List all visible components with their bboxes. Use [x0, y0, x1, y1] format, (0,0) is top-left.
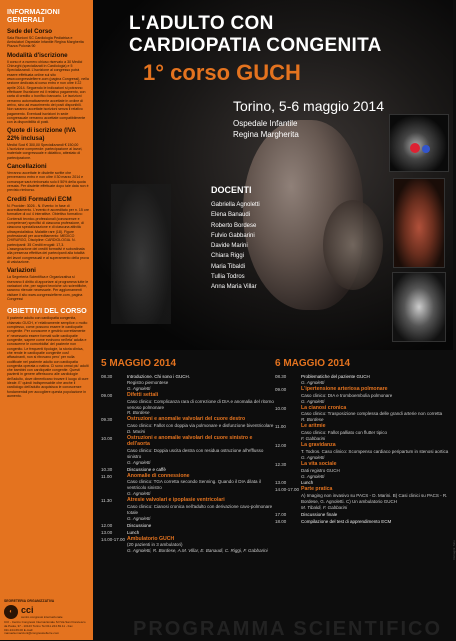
program-content	[301, 443, 450, 461]
heart-3d-shadow	[323, 200, 383, 290]
info-section-heading: Sede del Corso	[7, 27, 53, 35]
program-title: La cianosi cronica	[301, 404, 347, 411]
image-credit: Immagini: Sirio	[452, 540, 456, 560]
program-time: 11.30	[101, 498, 112, 504]
program-time: 08.30	[275, 374, 287, 379]
program-content	[127, 393, 276, 417]
objectives-title: OBIETTIVI DEL CORSO	[7, 306, 87, 316]
program-content	[301, 406, 450, 424]
program-content	[127, 498, 276, 522]
program-time: 17.00	[275, 511, 287, 517]
program-title: Compilazione del test di apprendimento ECM	[301, 518, 392, 524]
day-1-rows	[101, 374, 276, 554]
docenti-list	[211, 200, 260, 293]
day-1-schedule	[101, 358, 276, 555]
program-time: 13.00	[101, 529, 113, 535]
program-time: 09.00	[275, 386, 287, 392]
day-2-title: 6 MAGGIO 2014	[275, 358, 351, 369]
program-title: Lunch	[127, 529, 140, 535]
venue-line-1: Ospedale Infantile	[233, 119, 298, 128]
program-title: Problematiche del paziente GUCH	[301, 374, 370, 379]
info-section-body: Sala Riunioni SC Cardiologia Pediatrica e Ambulatori Ospedale Infantile Regina Margherita Piazza Polonia 90	[7, 35, 84, 49]
program-time: 10.00	[275, 405, 287, 411]
program-row	[101, 474, 276, 498]
course-title: 1° corso GUCH	[143, 60, 301, 85]
sidebar	[0, 0, 93, 640]
program-row	[101, 417, 276, 435]
program-content	[127, 537, 276, 555]
program-title: Discussione e caffè	[127, 466, 166, 472]
program-row	[275, 462, 450, 480]
program-content	[301, 519, 450, 525]
program-row	[101, 374, 276, 392]
program-content	[127, 523, 276, 529]
docente-name: Gabriella Agnoletti	[211, 202, 260, 208]
city-date: Torino, 5-6 maggio 2014	[233, 98, 384, 114]
program-speaker: R. Bordese	[127, 410, 150, 416]
info-title: INFORMAZIONI GENERALI	[7, 7, 60, 25]
program-content	[127, 467, 276, 473]
program-row	[275, 374, 450, 386]
program-content	[127, 530, 276, 536]
program-row	[275, 519, 450, 525]
program-row	[275, 424, 450, 442]
doppler-red-spot	[410, 143, 420, 153]
program-time: 12.30	[275, 461, 287, 467]
program-time: 10.00	[101, 436, 113, 442]
program-title: Difetti settali	[127, 391, 159, 398]
program-time: 12.00	[101, 522, 113, 528]
program-row	[275, 387, 450, 405]
cci-logo-icon: ◐	[4, 605, 18, 619]
program-speaker: G. Agnoletti	[127, 385, 151, 391]
docente-name: Maria Tibaldi	[211, 263, 246, 270]
program-title: Ostruzioni e anomalie valvolari del cuore sinistro e dell'aorta	[127, 435, 253, 447]
program-speaker: F. Gabbarini	[301, 436, 326, 442]
program-subtitle: Caso clinico: DIA e tromboembolia polmonare	[301, 392, 393, 398]
program-content	[127, 417, 276, 435]
program-time: 18.00	[275, 518, 287, 524]
organizer-address: CCI - Centro Congressi Internazionale Srl Via San Francesco da Paola, 37 - 10123 Torino Tel 011.244.69.11 - Fax 011.244.69.00 E-mail: manuela.maccioni@congressiefierre.com	[4, 620, 86, 636]
program-subtitle: Caso clinico: Cianosi cronica nell'adulto con derivazione cavo-polmonare totale	[127, 504, 273, 515]
program-speaker: G. Agnoletti	[301, 379, 325, 385]
program-title: Le aritmie	[301, 423, 326, 430]
venue-line-2: Regina Margherita	[233, 130, 299, 139]
program-speaker: G. Agnoletti	[127, 491, 151, 497]
day-2-rows	[275, 374, 450, 525]
program-title: Ostruzioni e anomalie valvolari del cuore destro	[127, 416, 246, 423]
program-title: Ambulatorio GUCH	[127, 535, 175, 542]
organizer-label: SEGRETERIA ORGANIZZATIVA	[4, 599, 55, 603]
docente-name: Tullia Todros	[211, 274, 245, 281]
program-subtitle: Caso clinico: Fallot con doppia via polmonare e disfunzione biventricolare	[127, 423, 274, 429]
program-speaker: G. Agnoletti	[301, 398, 325, 404]
chest-xray-image	[111, 184, 171, 324]
echo-color-image	[389, 114, 449, 172]
program-title: Atresie valvolari e ipoplasie ventricolari	[127, 497, 225, 504]
cci-mark: cci	[21, 605, 34, 615]
program-speaker: M. Tibaldi, F. Gabbarini	[301, 505, 348, 511]
program-content	[127, 436, 276, 466]
program-title: Anomalie di connessione	[127, 472, 190, 479]
info-section-heading: Quote di iscrizione (IVA 22% inclusa)	[7, 127, 76, 142]
program-speaker: G. Agnoletti	[301, 473, 325, 479]
program-title: Discussione finale	[301, 511, 338, 517]
docente-name: Chiara Riggi	[211, 253, 245, 260]
info-section-body: Il corso è a numero chiuso riservato a 30 Medici Chirurghi (specializzati in Cardiologia) e 5 Specializzandi. L'iscrizione al congresso potrà essere effettuata online sul sito www.congressiefierre.com (pagina Congressi), nella sezione dedicata al corso entro e non oltre il 22 aprile 2014. Seguendo le indicazioni si potranno effettuare l'iscrizione ed il relativo pagamento, con carta di credito o bonifico bancario. Le iscrizioni verranno automaticamente accettate in ordine di arrivo, sino ad esaurimento dei posti disponibili. Non saranno accettate iscrizioni senza il relativo pagamento. Eventuali iscrizioni in sede congressuale verranno accettate compatibilmente con la disponibilità di posti.	[7, 59, 89, 125]
program-row	[101, 523, 276, 529]
program-row	[101, 537, 276, 555]
program-row	[101, 498, 276, 522]
info-section-body: N. Provider: 3026 - N. Evento: in fase di accreditamento. L'evento è accreditato per n. 15 ore formative di cui 4 interattive. Obiettivo formativo: Contenuti tecnico-professionali (conoscenze e competenze) specifici di ciascuna professione, di ciascuna specializzazione e di ciascuna attività ultraspecialistica. Malattie rare (18). Figure professionali per accreditamento: MEDICO CHIRURGO, Discipline: CARDIOLOGIA. N. partecipanti: 35 Crediti erogati: 17,3. L'assegnazione dei crediti formativi è subordinata alla presenza effettiva dei partecipanti alla totalità dei lavori congressuali e al superamento della prova di valutazione.	[7, 203, 89, 264]
program-subtitle: (20 pazienti in 3 ambulatori)	[127, 542, 183, 548]
program-speaker: G. Agnoletti	[127, 515, 151, 521]
program-content	[301, 462, 450, 480]
program-time: 10.30	[101, 466, 113, 472]
info-sections	[7, 28, 89, 302]
info-section-heading: Crediti Formativi ECM	[7, 195, 72, 203]
program-time: 11.00	[275, 424, 286, 430]
docente-name: Davide Marini	[211, 243, 248, 250]
program-speaker: D. Marini	[127, 429, 146, 435]
program-time: 09.00	[101, 392, 113, 398]
program-subtitle: Caso clinico: Doppia uscita destra con residua ostruzione all'efflusso sinistro	[127, 447, 264, 459]
docenti-title: DOCENTI	[211, 185, 252, 195]
organizer-logo	[4, 599, 89, 636]
doppler-blue-spot	[422, 145, 430, 153]
program-speaker: R. Bordese	[301, 417, 324, 423]
objectives	[7, 307, 89, 398]
program-title: L'ipertensione arteriosa polmonare	[301, 385, 388, 392]
program-content	[301, 487, 450, 511]
day-2-schedule	[275, 358, 450, 526]
program-row	[275, 406, 450, 424]
program-row	[275, 512, 450, 518]
day-1-title: 5 MAGGIO 2014	[101, 358, 177, 369]
program-row	[101, 467, 276, 473]
program-time: 09.30	[101, 417, 113, 423]
program-subtitle: Caso clinico: Fallot palliato con flutter tipico	[301, 430, 388, 436]
program-content	[301, 387, 450, 405]
program-subtitle: A) Imaging non invasivo su PACS - D. Marini. B) Casi clinici su PACS - R. Bordese, G. Agnoletti. C) Un ambulatorio GUCH	[301, 493, 448, 505]
program-speaker: G. Agnoletti	[127, 459, 151, 465]
docente-name: Roberto Bordese	[211, 222, 257, 229]
program-speaker: G. Agnoletti, R. Bordese, A.M. Villar, E. Banaudi, C. Riggi, F. Gabbarini	[127, 548, 268, 554]
program-title: Lunch	[301, 480, 314, 486]
docente-name: Elena Banaudi	[211, 212, 251, 219]
program-content	[127, 374, 276, 392]
info-section-body: Verranno accettate le disdette scritte che perverranno entro e non oltre il 30 marzo 2014 e comunque sarà rimborsato solo il 50% della quota versata. Per disdette effettuate dopo tale data non è previsto rimborso.	[7, 171, 89, 193]
hero-banner	[93, 0, 453, 350]
program-content	[301, 424, 450, 442]
program-row	[101, 436, 276, 466]
program-subtitle: Registro piemontese	[127, 379, 169, 385]
docente-name: Fulvio Gabbarini	[211, 232, 255, 239]
heart-ct-image	[393, 178, 445, 268]
info-section-body: La Segreteria Scientifica e Organizzativa si riservano il diritto di apportare al programma tutte le variazioni che, per ragioni tecniche o/o scientifiche, saranno ritenute necessarie. Per aggiornamenti visitare il sito www.congressiefierre.com, pagina Congressi	[7, 275, 89, 301]
program-subtitle: T. Todros. Caso clinico: Scompenso cardiaco peripartum in stenosi aortica	[301, 448, 449, 454]
info-section-heading: Modalità d'iscrizione	[7, 51, 68, 59]
program-content	[127, 474, 276, 498]
program-title: Discussione	[127, 522, 152, 528]
cci-logo	[4, 605, 89, 619]
program-time: 12.00	[275, 442, 287, 448]
program-subtitle: Dati registro GUCH	[301, 467, 340, 473]
info-section-heading: Variazioni	[7, 267, 36, 275]
program-subtitle: Caso clinico: Trasposizione complessa delle grandi arterie non corretta	[301, 411, 443, 417]
info-section-heading: Cancellazioni	[7, 162, 47, 170]
program-time: 14.00-17.00	[101, 536, 126, 542]
program-row	[101, 530, 276, 536]
info-section-body: Medici Soci € 300,00 Specializzandi € 150,00 L'iscrizione comprende: partecipazione ai lavori, materiale congressuale e didattico, attestato di partecipazione.	[7, 142, 83, 160]
program-title: La gravidanza	[301, 441, 336, 448]
program-watermark: PROGRAMMA SCIENTIFICO	[133, 618, 443, 640]
program-row	[275, 443, 450, 461]
program-content	[301, 374, 450, 386]
scientific-program	[93, 350, 453, 640]
docente-name: Anna Maria Villar	[211, 284, 257, 291]
program-subtitle: Caso clinico: TGA corretta secondo Senning. Quando il DIA dilata il ventricolo sinistro	[127, 479, 261, 491]
objectives-body: Il paziente adulto con cardiopatia congenita, chiamato GUCH, e' relativamente semplice o molto complesso, come possono essere le cardiopatie congenite. Per conoscere e gestirlo correttamente e' necessario essere formati sulle cardiopatie congenite, sapere come evolvono nell'eta' adulta e conoscerne le comorbidita' del paziente non congenito. Le frequenti tipologie, la storia clinica, che rende le cardiopatie congenite cosi' affascinanti, non si ritrovano pero' per nulla codificate nel paziente adulto con cardiopatia congenita operata o nativa. Ci sono ormai piu' adulti che bambini con cardiopatie congenite. Questi pazienti in genere afferiscono alle cardiologie dell'adulto, dove dimenticano trovare il luogo di cure ideale. E' quindi indispensabile che anche il cardiologo dell'adulto acquisisca le conoscenze fondamentali per accogliere questa popolazione in aumento.	[7, 316, 89, 399]
mri-image	[392, 272, 446, 342]
program-row	[101, 393, 276, 417]
cci-name: centro congressi internazionale	[21, 615, 63, 619]
title-line-1: L'ADULTO CON	[129, 13, 274, 34]
program-time: 13.00	[275, 480, 287, 486]
program-row	[275, 487, 450, 511]
program-title: Parte pratica	[301, 486, 333, 493]
program-subtitle: Caso clinico: Complicanza rara di correzione di DIA e anomalia del ritorno venoso polmonare	[127, 398, 274, 410]
program-speaker: G. Agnoletti	[301, 454, 325, 460]
program-content	[301, 512, 450, 518]
program-title: Introduzione. Chi sono i GUCH.	[127, 374, 191, 379]
program-time: 08.30	[101, 374, 113, 379]
program-time: 11.00	[101, 473, 112, 479]
program-title: La vita sociale	[301, 460, 337, 467]
title-line-2: CARDIOPATIA CONGENITA	[129, 35, 382, 56]
program-time: 14.00-17.00	[275, 487, 300, 493]
venue	[233, 118, 299, 140]
